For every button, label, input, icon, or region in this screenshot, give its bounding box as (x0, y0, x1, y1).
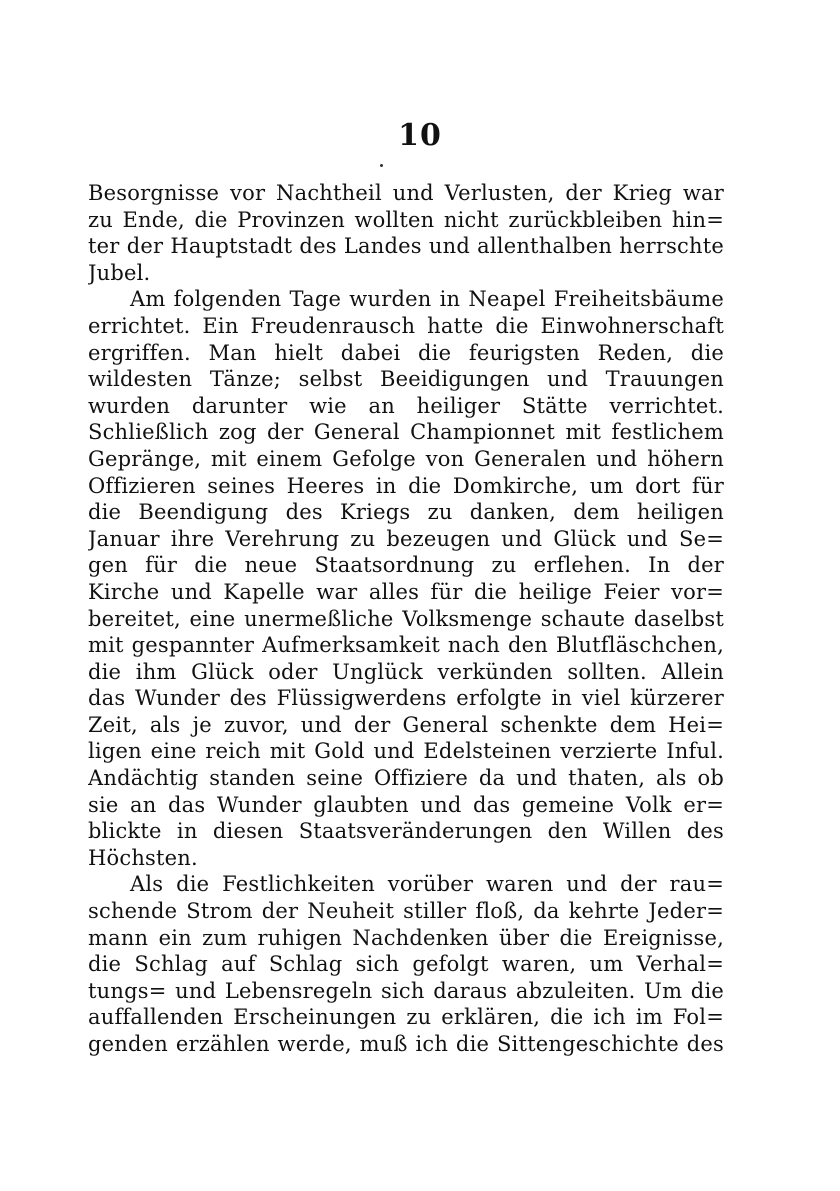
text-line: ligen eine reich mit Gold und Edelsteinen verzierte Inful. (88, 739, 724, 764)
text-line: Januar ihre Verehrung zu bezeugen und Glück und Se= (88, 526, 724, 551)
text-line: errichtet. Ein Freudenrausch hatte die Einwohnerschaft (88, 313, 724, 338)
text-line: sie an das Wunder glaubten und das gemeine Volk er= (88, 792, 724, 817)
text-line: Zeit, als je zuvor, und der General schenkte dem Hei= (88, 712, 724, 737)
text-line: wildesten Tänze; selbst Beeidigungen und Trauungen (88, 367, 724, 392)
text-line: Am folgenden Tage wurden in Neapel Freiheitsbäume (130, 287, 724, 312)
text-line: ergriffen. Man hielt dabei die feurigsten Reden, die (88, 340, 724, 365)
text-line: mann ein zum ruhigen Nachdenken über die Ereignisse, (88, 925, 724, 950)
text-line: zu Ende, die Provinzen wollten nicht zurückbleiben hin= (88, 207, 724, 232)
text-line: genden erzählen werde, muß ich die Sittengeschichte des (88, 1032, 724, 1056)
ink-dot (380, 164, 383, 167)
text-line: Besorgnisse vor Nachtheil und Verlusten, der Krieg war (88, 181, 724, 205)
text-line: ter der Hauptstadt des Landes und allenthalben herrschte (88, 234, 724, 259)
text-line: die Schlag auf Schlag sich gefolgt waren, um Verhal= (88, 952, 724, 977)
text-line: bereitet, eine unermeßliche Volksmenge schaute daselbst (88, 606, 724, 631)
text-line: Kirche und Kapelle war alles für die heilige Feier vor= (88, 579, 724, 604)
page-number: 10 (398, 118, 442, 153)
text-line: Schließlich zog der General Championnet mit festlichem (88, 420, 724, 445)
text-line: blickte in diesen Staatsveränderungen den Willen des (88, 819, 724, 844)
text-line: Als die Festlichkeiten vorüber waren und der rau= (130, 872, 724, 897)
text-line: Offizieren seines Heeres in die Domkirche, um dort für (88, 473, 724, 498)
text-line: tungs= und Lebensregeln sich daraus abzuleiten. Um die (88, 978, 724, 1003)
text-line: Höchsten. (88, 845, 198, 870)
text-line: Jubel. (88, 260, 151, 285)
text-line: wurden darunter wie an heiliger Stätte verrichtet. (88, 393, 724, 418)
text-line: Andächtig standen seine Offiziere da und thaten, als ob (88, 766, 724, 791)
text-line: mit gespannter Aufmerksamkeit nach den Blutfläschchen, (88, 633, 724, 658)
text-line: auffallenden Erscheinungen zu erklären, die ich im Fol= (88, 1005, 724, 1030)
text-line: Gepränge, mit einem Gefolge von Generalen und höhern (88, 446, 724, 471)
body-text (88, 180, 724, 1058)
text-line: das Wunder des Flüssigwerdens erfolgte in viel kürzerer (88, 686, 724, 711)
text-line: schende Strom der Neuheit stiller floß, da kehrte Jeder= (88, 899, 724, 924)
text-line: gen für die neue Staatsordnung zu erflehen. In der (88, 553, 724, 578)
text-line: die Beendigung des Kriegs zu danken, dem heiligen (88, 500, 724, 525)
text-line: die ihm Glück oder Unglück verkünden sollten. Allein (88, 659, 724, 684)
